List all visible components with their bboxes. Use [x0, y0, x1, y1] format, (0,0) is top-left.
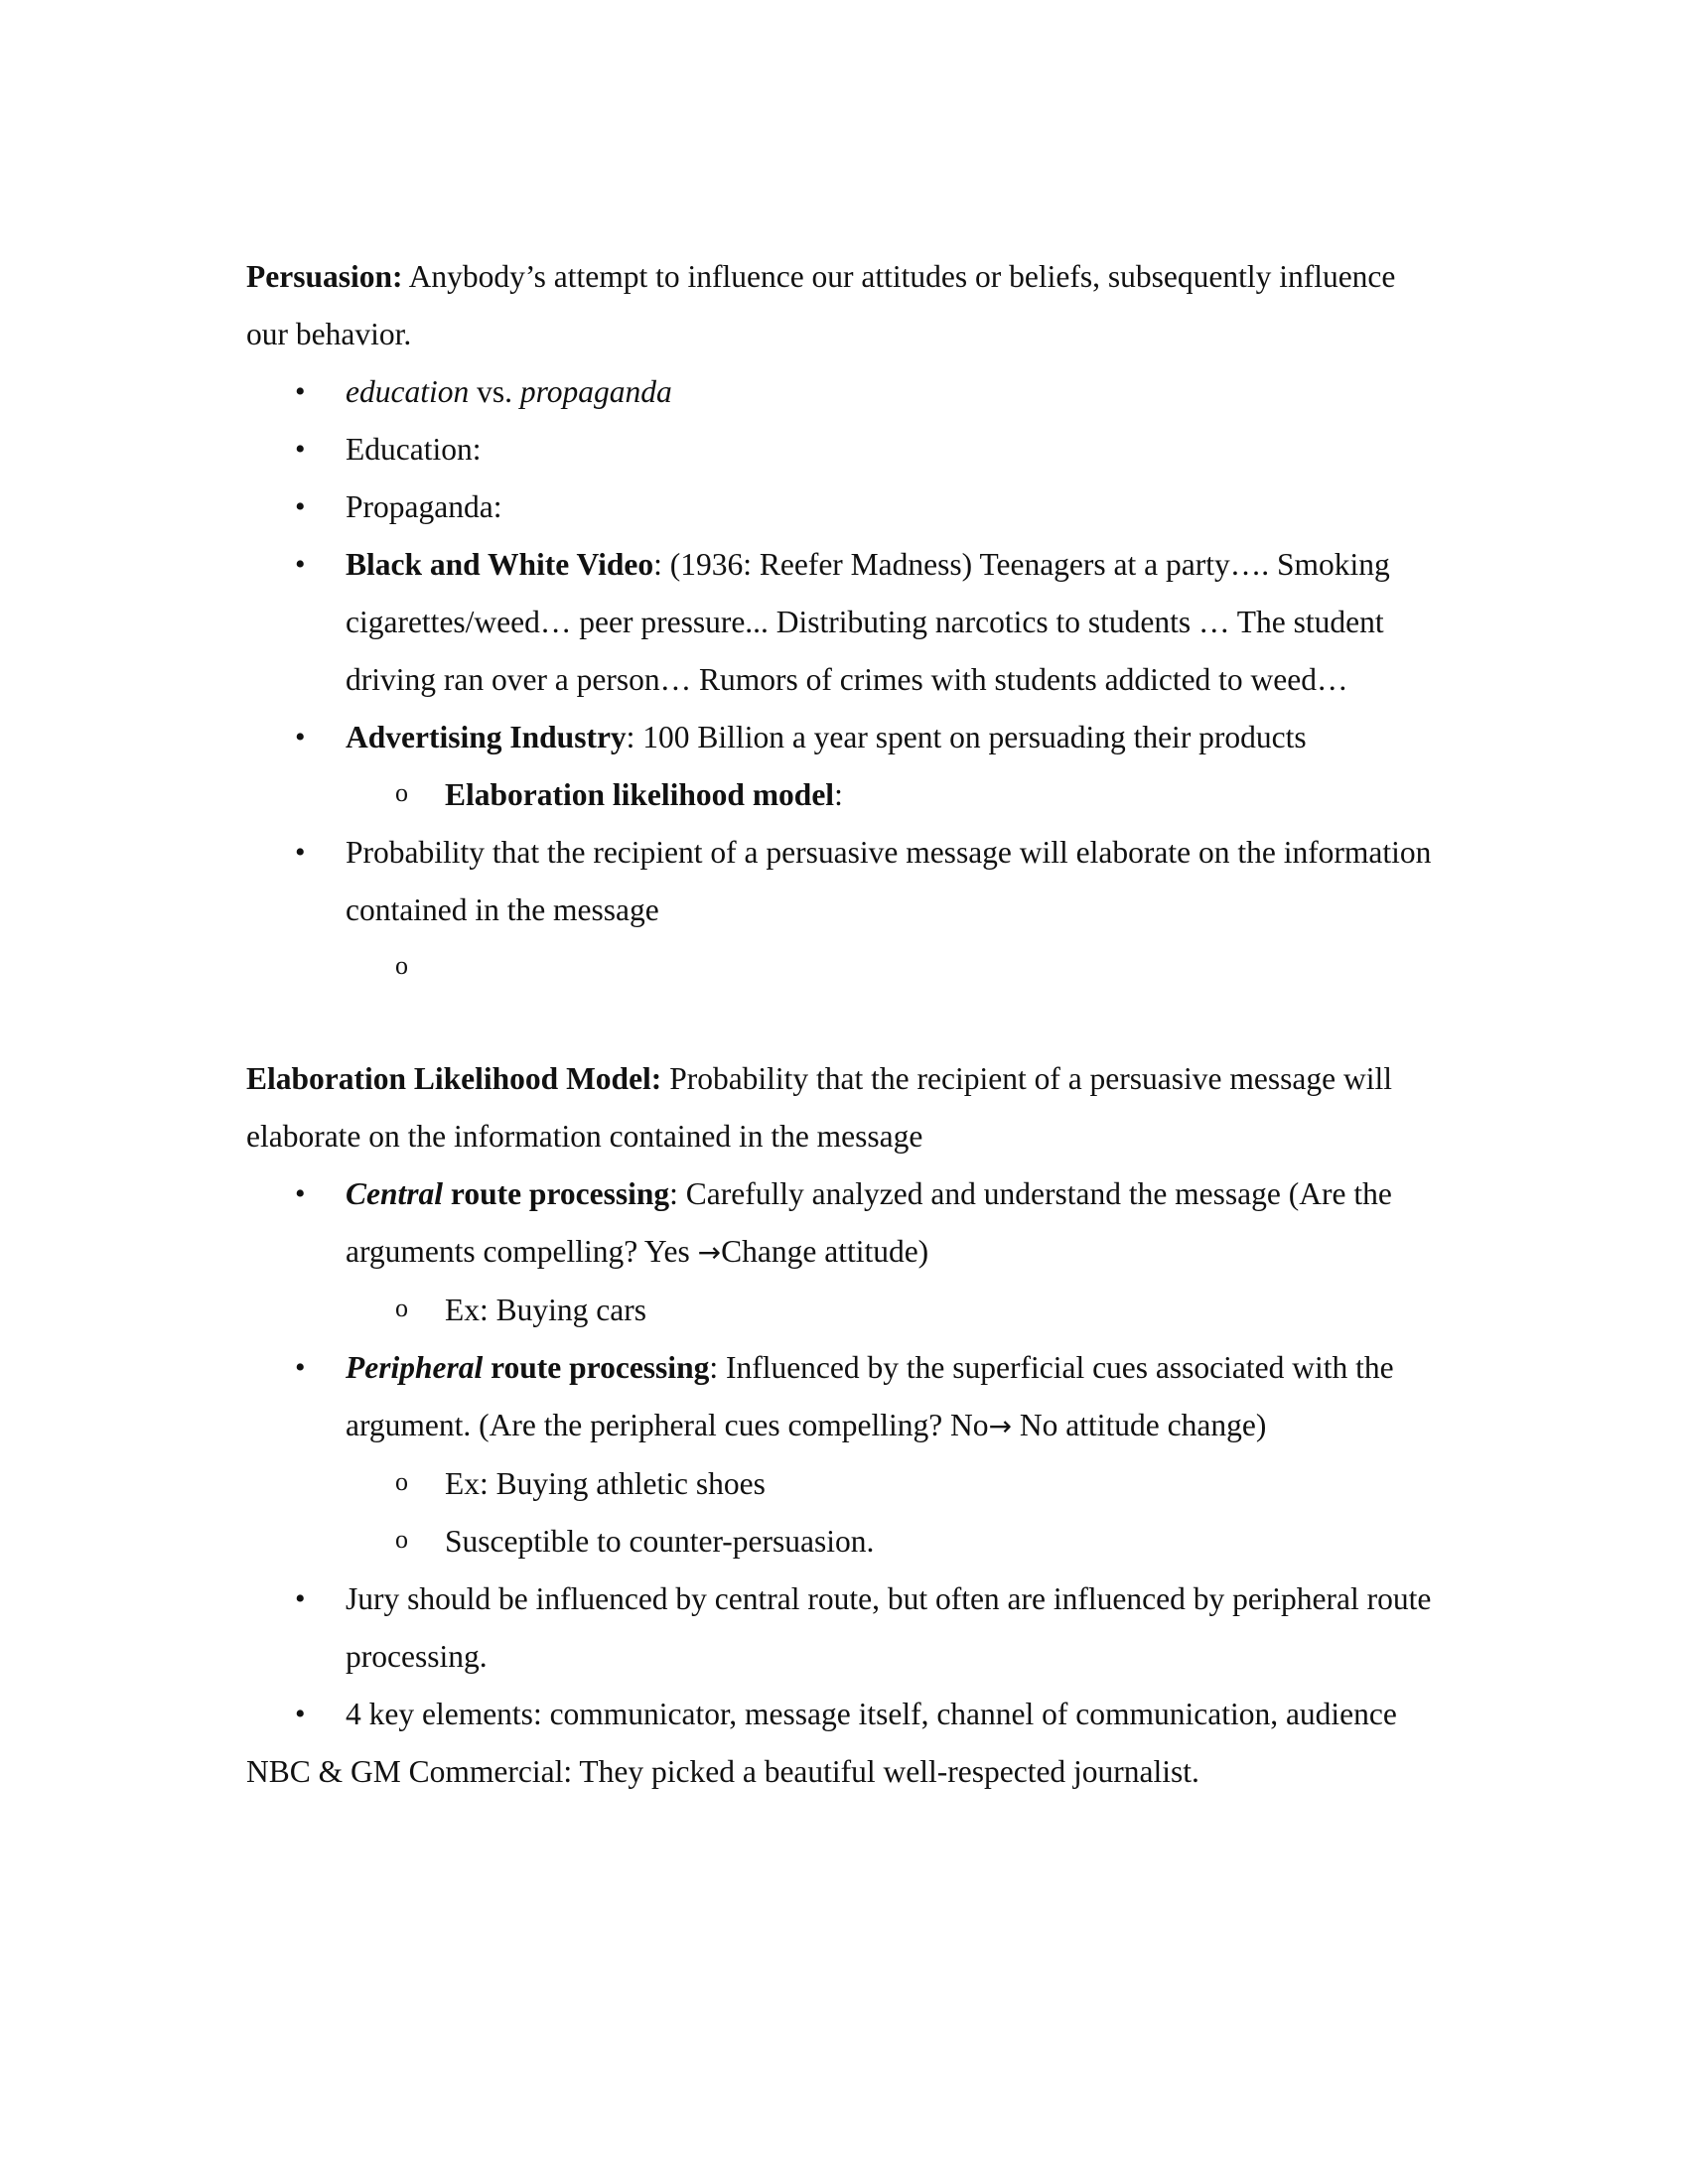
list-item-probability — [246, 824, 1438, 997]
persuasion-term: Persuasion: — [246, 259, 403, 294]
closing-paragraph: NBC & GM Commercial: They picked a beautiful well-respected journalist. — [246, 1754, 1199, 1789]
probability-sub-list — [346, 939, 1438, 997]
elm-bullet-list — [246, 1165, 1438, 1743]
peripheral-text: : Influenced by the superficial cues associated with the argument. (Are the peripheral cues compelling? No — [346, 1350, 1394, 1442]
list-item-central-route — [246, 1165, 1438, 1339]
list-item-elm-sub — [246, 766, 1438, 824]
central-text: : Carefully analyzed and understand the message (Are the arguments compelling? Yes — [346, 1176, 1392, 1269]
list-item-education: • Education: — [246, 421, 1438, 478]
list-item-propaganda: • Propaganda: — [246, 478, 1438, 536]
elm-sub-label: Elaboration likelihood model — [445, 777, 835, 812]
list-item-peripheral-note: o Susceptible to counter-persuasion. — [246, 1513, 1438, 1570]
persuasion-bullet-list — [246, 363, 1438, 997]
list-item-central-example: o Ex: Buying cars — [246, 1282, 1438, 1339]
elm-paragraph — [246, 1050, 1438, 1165]
arrow-icon: → — [988, 1410, 1013, 1442]
education-italic: education — [346, 374, 470, 409]
advertising-text: : 100 Billion a year spent on persuading their products — [626, 720, 1307, 754]
list-item-jury: • Jury should be influenced by central route, but often are influenced by peripheral route processing. — [246, 1570, 1438, 1686]
peripheral-label: route processing — [483, 1350, 710, 1385]
peripheral-sub-list — [346, 1455, 1438, 1570]
video-label: Black and White Video — [346, 547, 654, 582]
advertising-label: Advertising Industry — [346, 720, 627, 754]
central-sub-list — [346, 1282, 1438, 1339]
list-item-advertising — [246, 709, 1438, 824]
central-label: route processing — [443, 1176, 670, 1211]
list-item-peripheral-example: o Ex: Buying athletic shoes — [246, 1455, 1438, 1513]
list-item-peripheral-route — [246, 1339, 1438, 1570]
persuasion-paragraph — [246, 248, 1438, 363]
list-item-key-elements: • 4 key elements: communicator, message itself, channel of communication, audience — [246, 1686, 1438, 1743]
persuasion-definition: Anybody’s attempt to influence our attitudes or beliefs, subsequently influence our behavior. — [246, 259, 1396, 351]
list-item-education-vs-propaganda — [246, 363, 1438, 421]
elm-definition: Probability that the recipient of a persuasive message will elaborate on the information contained in the message — [246, 1061, 1392, 1154]
peripheral-italic: Peripheral — [346, 1350, 484, 1385]
video-text: : (1936: Reefer Madness) Teenagers at a party…. Smoking cigarettes/weed… peer pressure... Distributing narcotics to students … The student driving ran over a person… Rumors of crimes with students addicted to weed… — [346, 547, 1390, 697]
document-page — [246, 248, 1438, 1801]
arrow-icon: → — [697, 1236, 722, 1269]
advertising-sub-list — [346, 766, 1438, 824]
section-gap — [246, 997, 1438, 1050]
vs-text: vs. — [469, 374, 520, 409]
central-italic: Central — [346, 1176, 444, 1211]
central-result: Change attitude) — [721, 1234, 929, 1269]
elm-sub-colon: : — [834, 777, 843, 812]
peripheral-result: No attitude change) — [1012, 1408, 1267, 1442]
propaganda-italic: propaganda — [519, 374, 672, 409]
list-item-empty — [246, 939, 1438, 997]
elm-term: Elaboration Likelihood Model: — [246, 1061, 662, 1096]
list-item-black-white-video — [246, 536, 1438, 709]
probability-text: Probability that the recipient of a persuasive message will elaborate on the information contained in the message — [346, 835, 1432, 927]
